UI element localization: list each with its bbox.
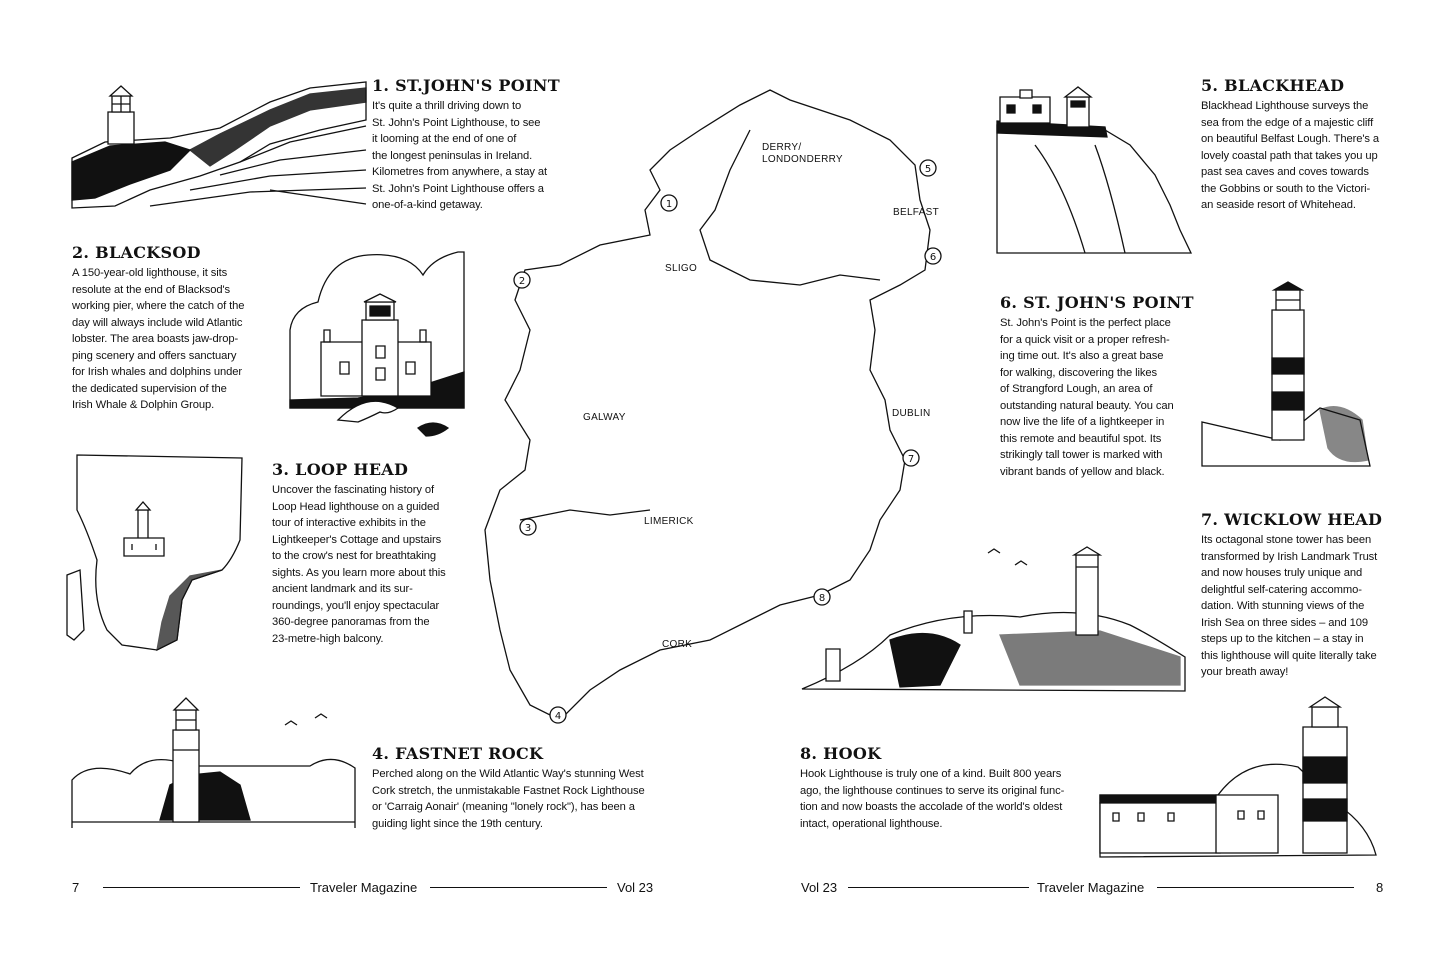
section-body-line: Hook Lighthouse is truly one of a kind. Built 800 years bbox=[800, 768, 1062, 780]
footer-volume-left: Vol 23 bbox=[617, 880, 654, 895]
svg-text:5: 5 bbox=[924, 164, 932, 175]
page-number-right: 8 bbox=[1376, 880, 1384, 895]
blacksod-illustration bbox=[288, 250, 468, 440]
section-body-line: working pier, where the catch of the bbox=[72, 300, 245, 312]
section-body-line: tion and now boasts the accolade of the world's oldest bbox=[800, 801, 1063, 813]
section-body-line: strikingly tall tower is marked with bbox=[1000, 449, 1163, 461]
section-body-line: the dedicated supervision of the bbox=[72, 382, 227, 395]
section-heading: 3. LOOP HEAD bbox=[272, 460, 409, 479]
st-johns-point-illustration bbox=[70, 80, 370, 210]
ireland-map bbox=[470, 70, 960, 730]
section-body-line: Blackhead Lighthouse surveys the bbox=[1201, 100, 1369, 112]
section-body-line: of Strangford Lough, an area of bbox=[1000, 383, 1153, 395]
footer-rule bbox=[430, 887, 607, 888]
section-st-johns-point-6 bbox=[1000, 293, 1200, 480]
section-body-line: sights. As you learn more about this bbox=[272, 566, 446, 579]
svg-text:3: 3 bbox=[524, 523, 532, 534]
section-body-line: St. John's Point Lighthouse offers a bbox=[372, 182, 544, 195]
city-label-cork: CORK bbox=[662, 639, 693, 650]
section-body-line: Kilometres from anywhere, a stay at bbox=[372, 166, 547, 178]
map-marker-8[interactable] bbox=[814, 589, 830, 605]
section-body bbox=[1201, 532, 1401, 681]
city-label-dublin: DUBLIN bbox=[892, 408, 931, 419]
section-body-line: and now houses truly unique and bbox=[1201, 567, 1363, 579]
section-body-line: day will always include wild Atlantic bbox=[72, 316, 243, 329]
section-body-line: guiding light since the 19th century. bbox=[372, 817, 543, 830]
section-body-line: one-of-a-kind getaway. bbox=[372, 199, 483, 211]
section-body-line: A 150-year-old lighthouse, it sits bbox=[72, 267, 228, 279]
fastnet-rock-illustration bbox=[70, 690, 360, 830]
section-body-line: for Irish whales and dolphins under bbox=[72, 366, 243, 378]
section-body-line: resolute at the end of Blacksod's bbox=[72, 283, 231, 296]
section-wicklow-head bbox=[1201, 510, 1401, 681]
blackhead-illustration bbox=[995, 85, 1195, 255]
section-loop-head bbox=[272, 460, 472, 647]
section-body-line: now live the life of a lightkeeper in bbox=[1000, 416, 1165, 428]
section-heading: 6. ST. JOHN'S POINT bbox=[1000, 293, 1194, 312]
svg-text:4: 4 bbox=[554, 711, 562, 722]
section-body-line: Cork stretch, the unmistakable Fastnet Rock Lighthouse bbox=[372, 784, 645, 797]
section-body bbox=[272, 482, 472, 647]
section-body-line: past sea caves and coves towards bbox=[1201, 166, 1369, 178]
section-body-line: 360-degree panoramas from the bbox=[272, 616, 430, 628]
section-body-line: outstanding natural beauty. You can bbox=[1000, 399, 1174, 412]
section-body-line: Uncover the fascinating history of bbox=[272, 484, 435, 496]
section-body bbox=[372, 766, 672, 832]
section-body-line: it looming at the end of one of bbox=[372, 133, 517, 145]
section-body-line: ping scenery and offers sanctuary bbox=[72, 349, 237, 362]
section-body-line: It's quite a thrill driving down to bbox=[372, 100, 522, 112]
section-fastnet-rock bbox=[372, 744, 672, 832]
city-label-derry: DERRY/ bbox=[762, 142, 802, 153]
section-body-line: 23-metre-high balcony. bbox=[272, 632, 384, 645]
section-body-line: transformed by Irish Landmark Trust bbox=[1201, 550, 1378, 563]
svg-text:7: 7 bbox=[907, 454, 915, 465]
section-body-line: the Gobbins or south to the Victori- bbox=[1201, 182, 1371, 195]
svg-text:8: 8 bbox=[818, 593, 826, 604]
city-label-limerick: LIMERICK bbox=[644, 516, 694, 527]
section-body-line: ing time out. It's also a great base bbox=[1000, 350, 1164, 362]
section-body-line: your breath away! bbox=[1201, 666, 1289, 678]
map-marker-6[interactable] bbox=[925, 248, 941, 264]
loop-head-illustration bbox=[62, 450, 252, 680]
svg-text:2: 2 bbox=[518, 276, 526, 287]
section-hook bbox=[800, 744, 1100, 832]
ireland-outline bbox=[485, 90, 930, 720]
map-marker-1[interactable] bbox=[661, 195, 677, 211]
section-body-line: an seaside resort of Whitehead. bbox=[1201, 199, 1356, 211]
section-body-line: this lighthouse will quite literally take bbox=[1201, 649, 1377, 662]
section-body-line: Irish Sea on three sides – and 109 bbox=[1201, 616, 1369, 629]
section-body-line: steps up to the kitchen – a stay in bbox=[1201, 633, 1364, 645]
footer-magazine-right: Traveler Magazine bbox=[1037, 880, 1145, 895]
footer-volume-right: Vol 23 bbox=[801, 880, 838, 895]
section-body-line: St. John's Point Lighthouse, to see bbox=[372, 116, 541, 129]
map-marker-7[interactable] bbox=[903, 450, 919, 466]
city-label-belfast: BELFAST bbox=[893, 207, 940, 218]
section-blacksod bbox=[72, 243, 272, 414]
footer-rule bbox=[103, 887, 300, 888]
section-body bbox=[1000, 315, 1200, 480]
section-body-line: on beautiful Belfast Lough. There's a bbox=[1201, 133, 1379, 145]
section-blackhead bbox=[1201, 76, 1401, 214]
map-marker-2[interactable] bbox=[514, 272, 530, 288]
section-body-line: delightful self-catering accommo- bbox=[1201, 583, 1362, 596]
section-body-line: to the crow's nest for breathtaking bbox=[272, 550, 437, 562]
section-heading: 4. FASTNET ROCK bbox=[372, 744, 544, 763]
section-body-line: or 'Carraig Aonair' (meaning "lonely rock"), has been a bbox=[372, 801, 635, 813]
section-body bbox=[800, 766, 1100, 832]
section-body-line: lovely coastal path that takes you up bbox=[1201, 149, 1378, 162]
city-label-londonderry: LONDONDERRY bbox=[762, 154, 843, 165]
section-body-line: lobster. The area boasts jaw-drop- bbox=[72, 333, 239, 345]
section-heading: 1. ST.JOHN'S POINT bbox=[372, 76, 560, 95]
section-body-line: Loop Head lighthouse on a guided bbox=[272, 500, 440, 513]
section-body-line: ago, the lighthouse continues to serve its original func- bbox=[800, 784, 1065, 797]
section-body-line: the longest peninsulas in Ireland. bbox=[372, 149, 533, 162]
section-body bbox=[72, 265, 272, 414]
map-marker-4[interactable] bbox=[550, 707, 566, 723]
city-label-sligo: SLIGO bbox=[665, 263, 698, 274]
st-johns-point-tower-illustration bbox=[1200, 280, 1375, 470]
city-label-galway: GALWAY bbox=[583, 412, 626, 423]
section-body-line: Lightkeeper's Cottage and upstairs bbox=[272, 533, 442, 546]
section-heading: 7. WICKLOW HEAD bbox=[1201, 510, 1383, 529]
footer-magazine-left: Traveler Magazine bbox=[310, 880, 418, 895]
section-heading: 8. HOOK bbox=[800, 744, 882, 763]
section-body-line: dation. With stunning views of the bbox=[1201, 600, 1365, 612]
section-body-line: for a quick visit or a proper refresh- bbox=[1000, 333, 1170, 346]
hook-illustration bbox=[1098, 695, 1378, 860]
section-heading: 2. BLACKSOD bbox=[72, 243, 201, 262]
page-number-left: 7 bbox=[72, 880, 80, 895]
section-body-line: for walking, discovering the likes bbox=[1000, 366, 1158, 379]
section-body-line: St. John's Point is the perfect place bbox=[1000, 317, 1171, 329]
section-body-line: sea from the edge of a majestic cliff bbox=[1201, 116, 1374, 129]
svg-text:6: 6 bbox=[929, 252, 937, 263]
section-body-line: Its octagonal stone tower has been bbox=[1201, 534, 1372, 546]
svg-text:1: 1 bbox=[665, 199, 673, 210]
section-body-line: tour of interactive exhibits in the bbox=[272, 517, 426, 529]
map-marker-3[interactable] bbox=[520, 519, 536, 535]
footer-rule bbox=[1157, 887, 1354, 888]
section-body-line: Perched along on the Wild Atlantic Way's stunning West bbox=[372, 768, 644, 780]
section-body-line: vibrant bands of yellow and black. bbox=[1000, 465, 1165, 478]
section-body-line: ancient landmark and its sur- bbox=[272, 583, 413, 595]
section-body-line: roundings, you'll enjoy spectacular bbox=[272, 599, 440, 612]
section-body-line: intact, operational lighthouse. bbox=[800, 817, 943, 830]
section-body bbox=[1201, 98, 1401, 214]
map-marker-5[interactable] bbox=[920, 160, 936, 176]
footer-rule bbox=[848, 887, 1029, 888]
section-body-line: this remote and beautiful spot. Its bbox=[1000, 432, 1162, 445]
section-heading: 5. BLACKHEAD bbox=[1201, 76, 1345, 95]
section-body-line: Irish Whale & Dolphin Group. bbox=[72, 399, 215, 411]
